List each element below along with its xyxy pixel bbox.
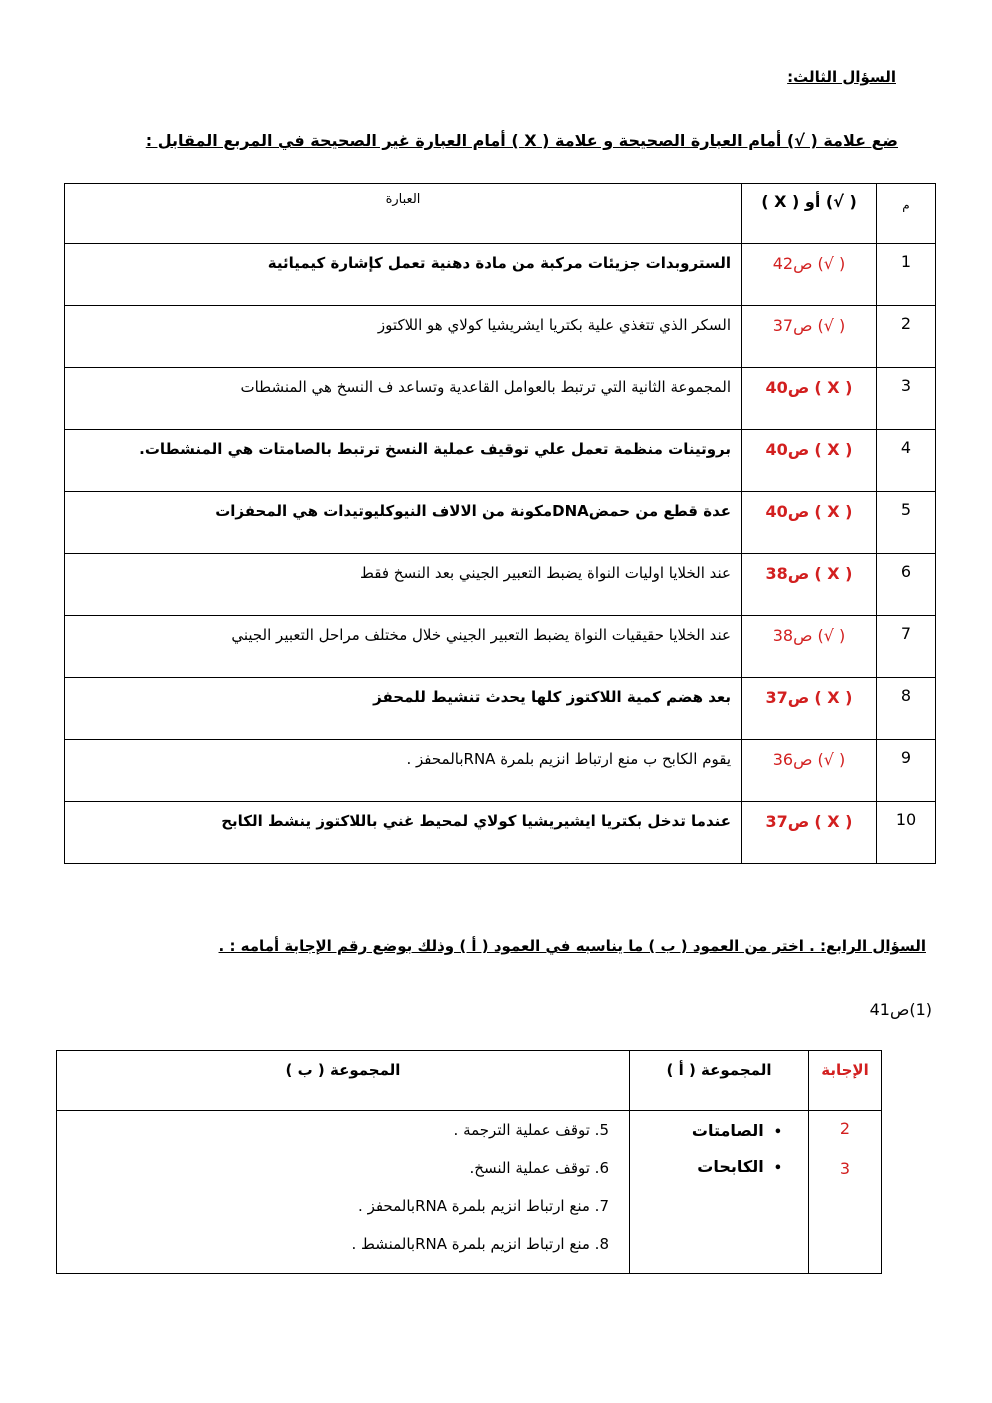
- true-false-table: [64, 183, 936, 864]
- matching-table: [56, 1050, 882, 1274]
- table-row: [65, 616, 936, 678]
- answer-mark-cell[interactable]: [742, 554, 877, 616]
- page-ref: ص37: [765, 812, 810, 831]
- row-number: 5: [877, 492, 936, 554]
- bullet-icon: •: [773, 1161, 782, 1176]
- page-ref: ص37: [772, 316, 813, 335]
- header-answer: الإجابة: [809, 1051, 882, 1111]
- page-ref: ص40: [765, 440, 810, 459]
- page-ref: ص40: [765, 378, 810, 397]
- group-b-column: [57, 1111, 630, 1274]
- table-row: [65, 368, 936, 430]
- group-a-item: •الكابحات: [697, 1157, 782, 1176]
- answer-value[interactable]: 2: [839, 1119, 851, 1138]
- page-ref: ص38: [765, 564, 810, 583]
- answer-mark-cell[interactable]: [742, 306, 877, 368]
- row-number: 1: [877, 244, 936, 306]
- question-3-instruction: ضع علامة ( √) أمام العبارة الصحيحة و علامة ( X ) أمام العبارة غير الصحيحة في المربع المقابل :: [145, 131, 898, 150]
- group-b-item: 6. توقف عملية النسخ.: [469, 1159, 609, 1177]
- statement: يقوم الكابح ب منع ارتباط انزيم بلمرة RNAبالمحفز .: [65, 740, 742, 802]
- answer-mark: ( X ): [814, 440, 853, 459]
- row-number: 4: [877, 430, 936, 492]
- group-b-item: 7. منع ارتباط انزيم بلمرة RNAبالمحفز .: [358, 1197, 609, 1215]
- answer-mark-cell[interactable]: [742, 740, 877, 802]
- answer-mark-cell[interactable]: [742, 244, 877, 306]
- table-row: [65, 430, 936, 492]
- group-b-item: 5. توقف عملية الترجمة .: [453, 1121, 609, 1139]
- statement: الستروبدات جزيئات مركبة من مادة دهنية تعمل كإشارة كيميائية: [65, 244, 742, 306]
- answer-mark: ( √): [817, 254, 846, 273]
- group-a-item: •الصامتات: [691, 1121, 782, 1140]
- answer-mark: ( √): [817, 626, 846, 645]
- page-ref: ص38: [772, 626, 813, 645]
- answer-mark-cell[interactable]: [742, 430, 877, 492]
- row-number: 7: [877, 616, 936, 678]
- match-header-row: [57, 1051, 882, 1111]
- question-3-title: السؤال الثالث:: [787, 68, 896, 86]
- answer-mark: ( √): [817, 750, 846, 769]
- group-a-column: [630, 1111, 809, 1274]
- answer-mark-cell[interactable]: [742, 616, 877, 678]
- statement: عدة قطع من حمضDNAمكونة من الالاف النيوكليوتيدات هي المحفزات: [65, 492, 742, 554]
- row-number: 9: [877, 740, 936, 802]
- table-header-row: [65, 184, 936, 244]
- row-number: 2: [877, 306, 936, 368]
- answer-value[interactable]: 3: [839, 1159, 851, 1178]
- statement: عند الخلايا حقيقيات النواة يضبط التعبير الجيني خلال مختلف مراحل التعبير الجيني: [65, 616, 742, 678]
- answer-column[interactable]: [809, 1111, 882, 1274]
- table-row: [65, 740, 936, 802]
- answer-mark-cell[interactable]: [742, 678, 877, 740]
- statement: بعد هضم كمية اللاكتوز كلها يحدث تنشيط للمحفز: [65, 678, 742, 740]
- header-group-a: المجموعة ( أ ): [630, 1051, 809, 1111]
- page-ref: ص37: [765, 688, 810, 707]
- answer-mark: ( X ): [814, 378, 853, 397]
- header-group-b: المجموعة ( ب ): [57, 1051, 630, 1111]
- answer-mark-cell[interactable]: [742, 492, 877, 554]
- table-row: [65, 802, 936, 864]
- table-row: [65, 306, 936, 368]
- answer-mark: ( X ): [814, 564, 853, 583]
- statement: بروتينات منظمة تعمل علي توقيف عملية النسخ ترتبط بالصامتات هي المنشطات.: [65, 430, 742, 492]
- table-row: [65, 678, 936, 740]
- page-ref: ص42: [772, 254, 813, 273]
- question-4-subref: (1)ص41: [869, 1000, 932, 1019]
- statement: المجموعة الثانية التي ترتبط بالعوامل القاعدية وتساعد ف النسخ هي المنشطات: [65, 368, 742, 430]
- answer-mark-cell[interactable]: [742, 368, 877, 430]
- table-row: [65, 554, 936, 616]
- table-row: [65, 492, 936, 554]
- statement: عند الخلايا اوليات النواة يضبط التعبير الجيني بعد النسخ فقط: [65, 554, 742, 616]
- group-b-item: 8. منع ارتباط انزيم بلمرة RNAبالمنشط .: [351, 1235, 609, 1253]
- bullet-icon: •: [773, 1125, 782, 1140]
- statement: السكر الذي تتغذي علية بكتريا ايشريشيا كولاي هو اللاكتوز: [65, 306, 742, 368]
- match-body-row: [57, 1111, 882, 1274]
- answer-mark: ( X ): [814, 812, 853, 831]
- header-mark: ( √) أو ( X ): [742, 184, 877, 244]
- row-number: 8: [877, 678, 936, 740]
- answer-mark-cell[interactable]: [742, 802, 877, 864]
- page-ref: ص40: [765, 502, 810, 521]
- row-number: 3: [877, 368, 936, 430]
- question-4-title: السؤال الرابع: . اختر من العمود ( ب ) ما يناسبه في العمود ( أ ) وذلك بوضع رقم الإجابة أمامه : .: [218, 937, 926, 955]
- statement: عندما تدخل بكتريا ايشيريشيا كولاي لمحيط غني باللاكتوز ينشط الكابح: [65, 802, 742, 864]
- header-num: م: [877, 184, 936, 244]
- table-row: [65, 244, 936, 306]
- page-ref: ص36: [772, 750, 813, 769]
- row-number: 10: [877, 802, 936, 864]
- answer-mark: ( X ): [814, 502, 853, 521]
- row-number: 6: [877, 554, 936, 616]
- answer-mark: ( X ): [814, 688, 853, 707]
- header-statement: العبارة: [65, 184, 742, 244]
- answer-mark: ( √): [817, 316, 846, 335]
